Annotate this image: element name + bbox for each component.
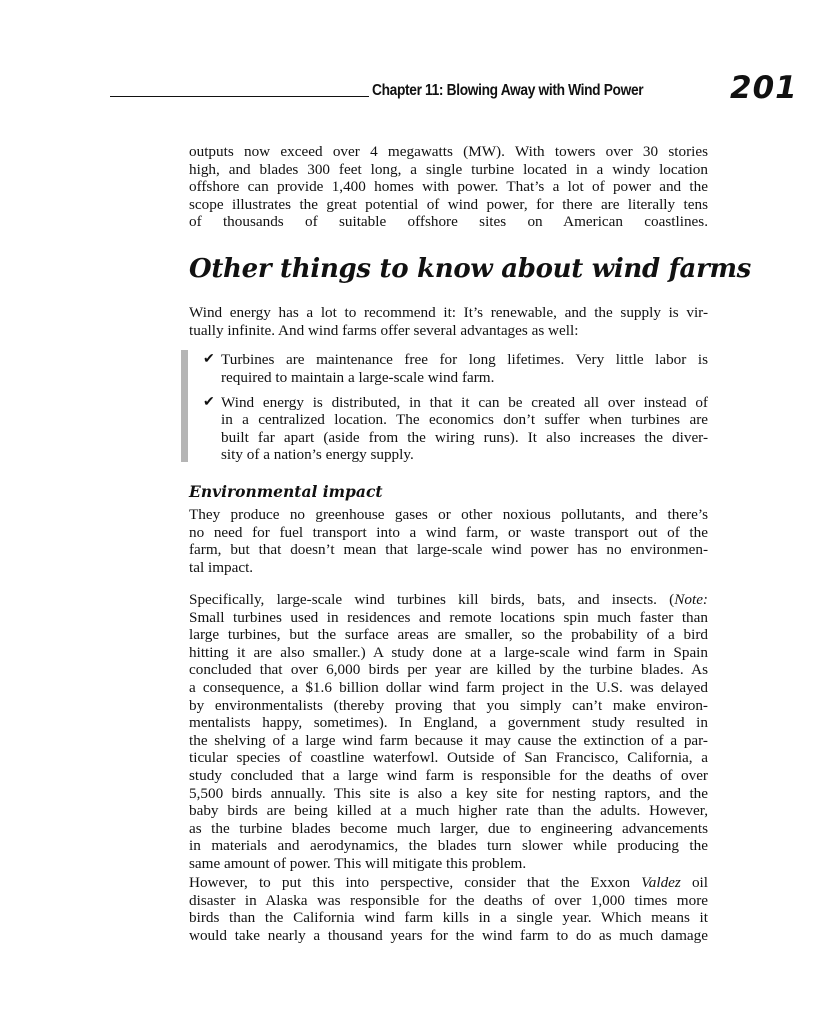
page-number: 201 [730,70,798,106]
env-paragraph-1 [189,506,708,576]
subheading: Environmental impact [189,482,383,501]
text-line: scope illustrates the great potential of wind power, for there are literally tens [189,195,708,213]
text-line: by environmentalists (thereby proving that you simply can’t make environ- [189,696,708,714]
text-line: farm, but that doesn’t mean that large-scale wind power has no environmen- [189,541,708,559]
text-line: study concluded that a large wind farm is responsible for the deaths of over [189,766,708,784]
text-line: tually infinite. And wind farms offer several advantages as well: [189,321,579,339]
text-line: a consequence, a $1.6 billion dollar wind farm project in the U.S. was delayed [189,678,708,696]
chapter-title: Chapter 11: Blowing Away with Wind Power [372,82,644,99]
text-line: the shelving of a large wind farm because it may cause the extinction of a par- [189,731,708,749]
intro-paragraph [189,143,708,231]
text-line: hitting it are also smaller.) A study done at a large-scale wind farm in Spain [189,643,708,661]
text-line: sity of a nation’s energy supply. [221,446,414,464]
text-line [189,591,708,609]
text-line: built far apart (aside from the wiring runs). It also increases the diver- [221,428,708,446]
text-span: Specifically, large-scale wind turbines kill birds, bats, and insects. ( [189,591,675,608]
text-line [189,874,708,892]
text-line: tal impact. [189,558,254,576]
bullet-item [203,394,708,464]
env-paragraph-3 [189,874,708,944]
text-line: mentalists happy, sometimes). In England, a government study resulted in [189,714,708,732]
text-line: ticular species of coastline waterfowl. Outside of San Francisco, California, a [189,749,708,767]
text-line: in materials and aerodynamics, the blades turn slower while producing the [189,837,708,855]
header-rule [110,96,369,97]
text-line: Wind energy has a lot to recommend it: It’s renewable, and the supply is vir- [189,304,708,321]
italic-text: Valdez [641,874,681,891]
bullet-item [203,351,708,386]
text-line: required to maintain a large-scale wind farm. [221,368,495,386]
text-line: of thousands of suitable offshore sites on American coastlines. [189,213,708,231]
text-line: Turbines are maintenance free for long lifetimes. Very little labor is [221,351,708,368]
checkmark-icon: ✔ [203,394,215,410]
section-intro-paragraph [189,304,708,339]
text-line: large turbines, but the surface areas are smaller, so the probability of a bird [189,626,708,644]
text-line: disaster in Alaska was responsible for the deaths of over 1,000 times more [189,891,708,909]
text-line: birds than the California wind farm kills in a single year. Which means it [189,909,708,927]
section-heading: Other things to know about wind farms [189,254,752,284]
text-line: Wind energy is distributed, in that it can be created all over instead of [221,393,708,411]
text-line: would take nearly a thousand years for the wind farm to do as much damage [189,926,708,944]
text-line: as the turbine blades become much larger, due to engineering advancements [189,819,708,837]
text-line: outputs now exceed over 4 megawatts (MW). With towers over 30 stories [189,143,708,160]
text-line: same amount of power. This will mitigate this problem. [189,854,527,872]
checkmark-icon: ✔ [203,352,215,367]
text-line: no need for fuel transport into a wind farm, or waste transport out of the [189,523,708,541]
text-line: baby birds are being killed at a much higher rate than the adults. However, [189,802,708,820]
bullet-list-bar [181,350,188,462]
text-line: high, and blades 300 feet long, a single turbine located in a windy location [189,160,708,178]
text-line: offshore can provide 1,400 homes with power. That’s a lot of power and the [189,178,708,196]
text-line: They produce no greenhouse gases or other noxious pollutants, and there’s [189,506,708,523]
text-span: However, to put this into perspective, consider that the Exxon [189,874,642,891]
text-line: Small turbines used in residences and remote locations spin much faster than [189,608,708,626]
text-line: in a centralized location. The economics don’t suffer when turbines are [221,411,708,429]
bullet-list [203,351,708,472]
text-span: oil [680,874,708,891]
text-line: 5,500 birds annually. This site is also a key site for nesting raptors, and the [189,784,708,802]
text-line: concluded that over 6,000 birds per year are killed by the turbine blades. As [189,661,708,679]
env-paragraph-2 [189,591,708,873]
italic-text: Note: [674,591,708,608]
